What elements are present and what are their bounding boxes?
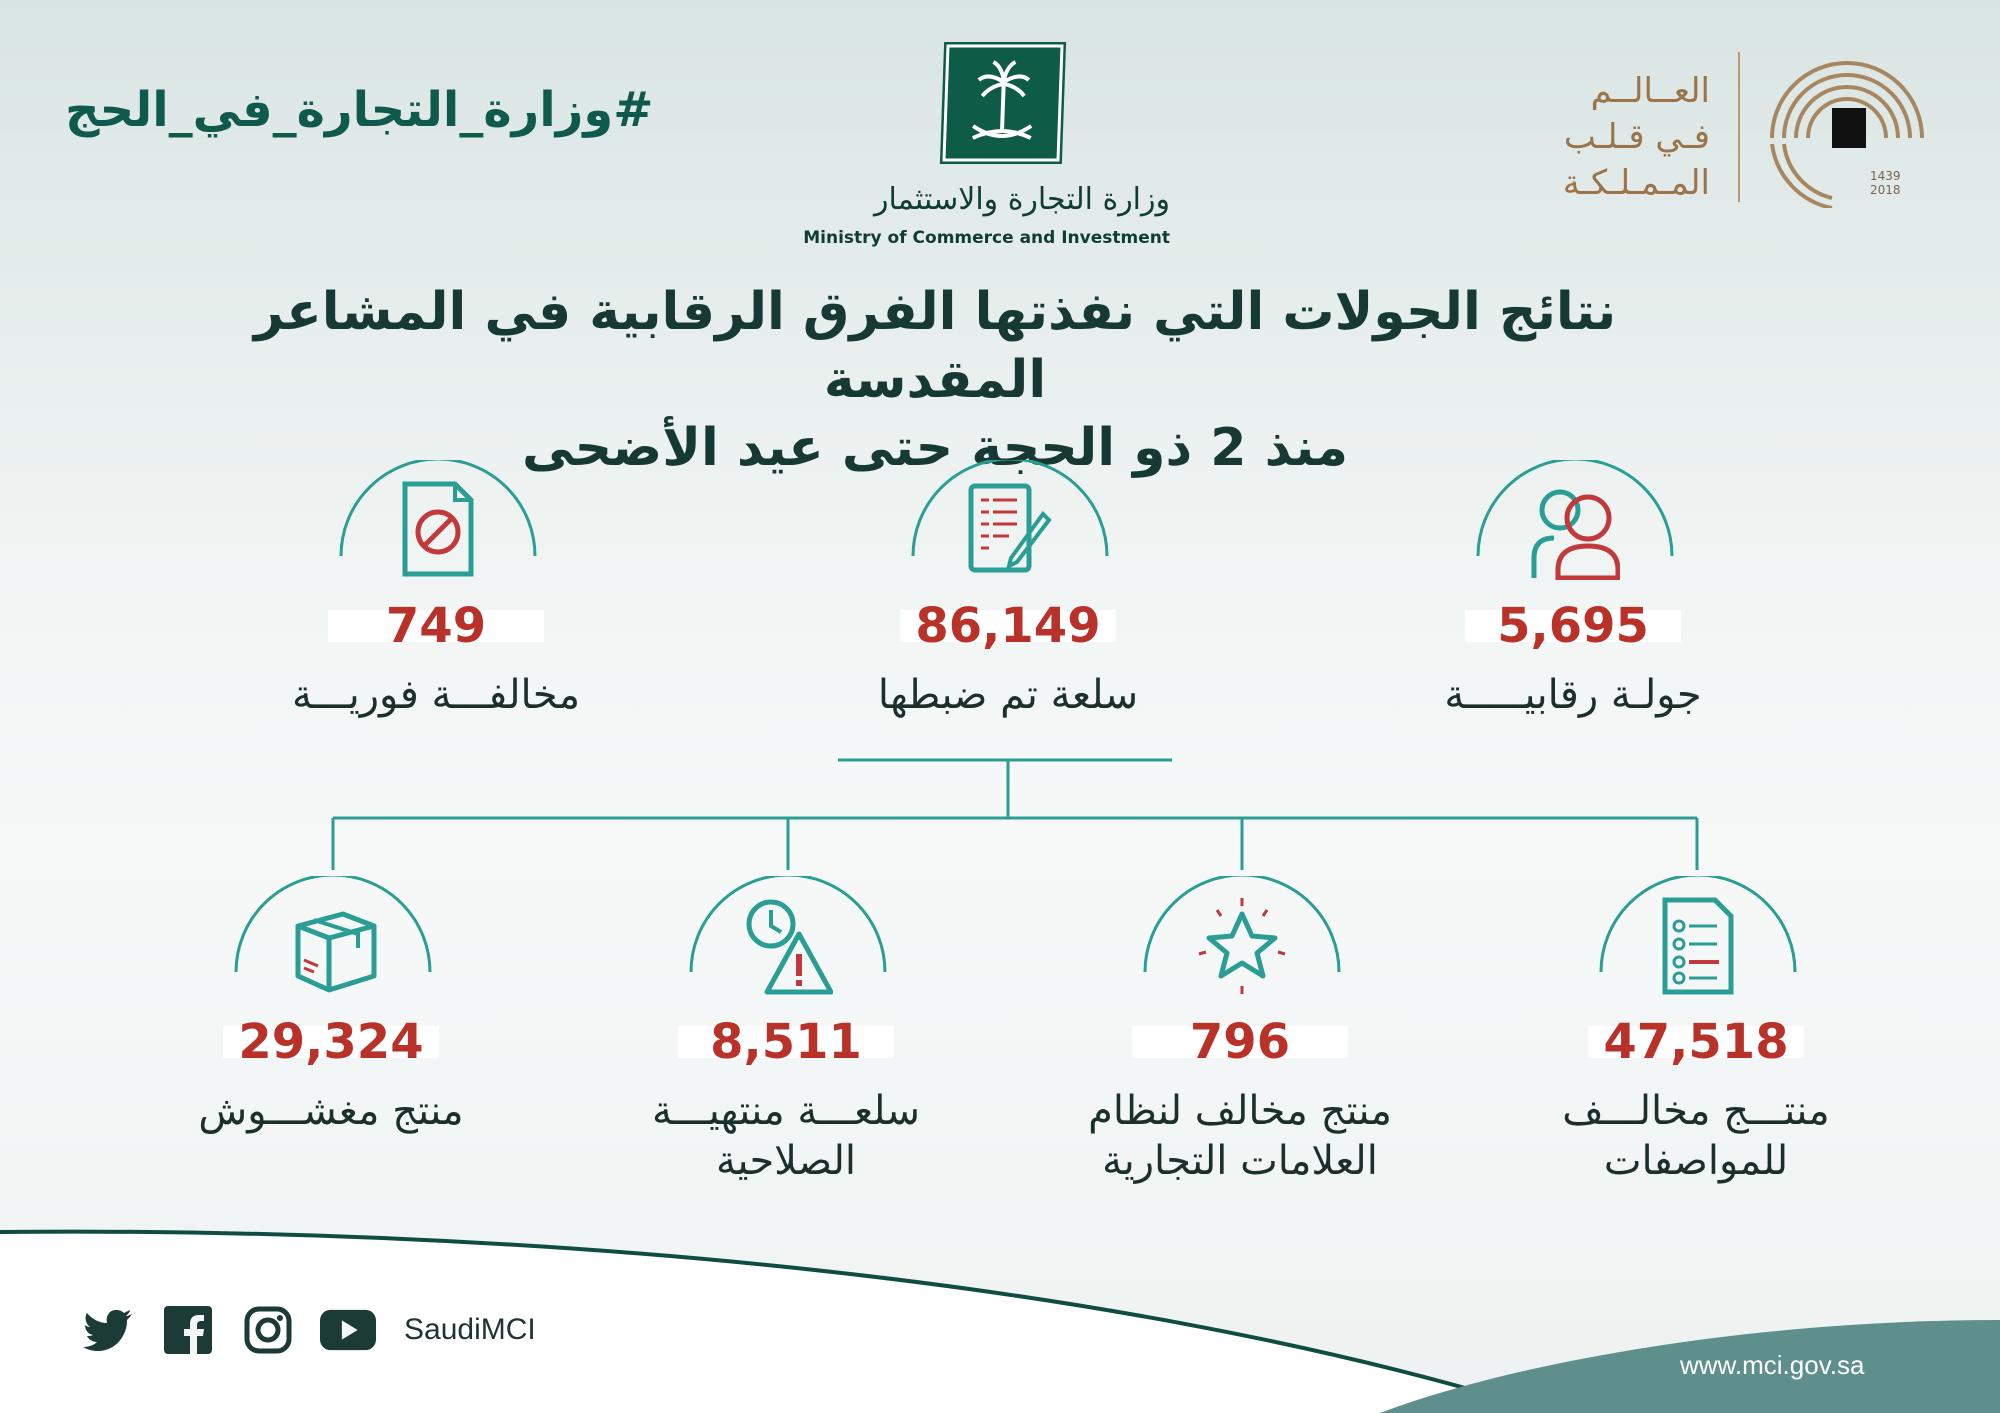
stat-value: 749	[385, 598, 487, 654]
stat-expired-goods	[608, 876, 968, 1184]
stat-label: سلعة تم ضبطها	[877, 672, 1139, 718]
clock-warning-icon	[743, 896, 833, 996]
stat-label: منتج مخالف لنظام العلامات التجارية	[1088, 1088, 1392, 1184]
stat-value: 5,695	[1497, 598, 1649, 654]
stat-trademark-violations	[1062, 876, 1422, 1184]
stat-value: 796	[1189, 1014, 1291, 1070]
ministry-name-arabic: وزارة التجارة والاستثمار	[874, 182, 1170, 217]
ministry-name-english: Ministry of Commerce and Investment	[803, 228, 1170, 248]
stat-label: مخالفـــة فوريـــة	[291, 672, 580, 718]
stat-value: 86,149	[915, 598, 1101, 654]
campaign-line-1: العــالــم	[1590, 71, 1710, 111]
stat-label: سلعـــة منتهيـــة الصلاحية	[651, 1088, 921, 1184]
website-link[interactable]: www.mci.gov.sa	[1680, 1350, 1865, 1380]
campaign-line-2: فـي قـلـب	[1563, 117, 1710, 157]
saudi-emblem-logo	[940, 42, 1066, 164]
campaign-line-3: المـمـلـكـة	[1562, 163, 1710, 203]
stat-seized-goods	[830, 460, 1190, 760]
package-icon	[288, 896, 378, 996]
document-prohibited-icon	[393, 480, 483, 580]
hashtag: #وزارة_التجارة_في_الحج	[65, 82, 654, 138]
campaign-logo	[1762, 48, 1932, 208]
year-hijri: 1439	[1870, 169, 1901, 183]
stat-counterfeit-products	[153, 876, 513, 1176]
stat-label: منتـــج مخالـــف للمواصفات	[1562, 1088, 1830, 1184]
youtube-icon[interactable]	[320, 1302, 376, 1358]
stat-inspection-tours	[1395, 460, 1755, 760]
stat-value: 29,324	[238, 1014, 424, 1070]
instagram-icon[interactable]	[240, 1302, 296, 1358]
clipboard-pen-icon	[965, 480, 1055, 580]
title-line-2: منذ 2 ذو الحجة حتى عيد الأضحى	[521, 418, 1349, 478]
facebook-icon[interactable]	[160, 1302, 216, 1358]
social-links	[80, 1300, 536, 1360]
star-icon	[1197, 896, 1287, 996]
title-line-1: نتائج الجولات التي نفذتها الفرق الرقابية في المشاعر المقدسة	[253, 282, 1617, 410]
campaign-slogan	[1520, 68, 1710, 206]
page-title	[150, 278, 1720, 482]
stat-immediate-violations	[258, 460, 618, 760]
kaaba-icon	[1832, 108, 1866, 148]
twitter-icon[interactable]	[80, 1302, 136, 1358]
palm-swords-icon	[940, 42, 1066, 164]
social-handle[interactable]: SaudiMCI	[404, 1313, 536, 1346]
stat-label: جولـة رقابيـــــة	[1444, 672, 1702, 718]
year-gregorian: 2018	[1870, 183, 1901, 197]
campaign-divider	[1738, 52, 1740, 202]
checklist-icon	[1653, 896, 1743, 996]
users-icon	[1530, 480, 1620, 580]
stat-value: 47,518	[1603, 1014, 1789, 1070]
stat-value: 8,511	[710, 1014, 862, 1070]
stat-label: منتج مغشـــوش	[198, 1088, 464, 1134]
stat-non-conforming-specs	[1518, 876, 1878, 1184]
